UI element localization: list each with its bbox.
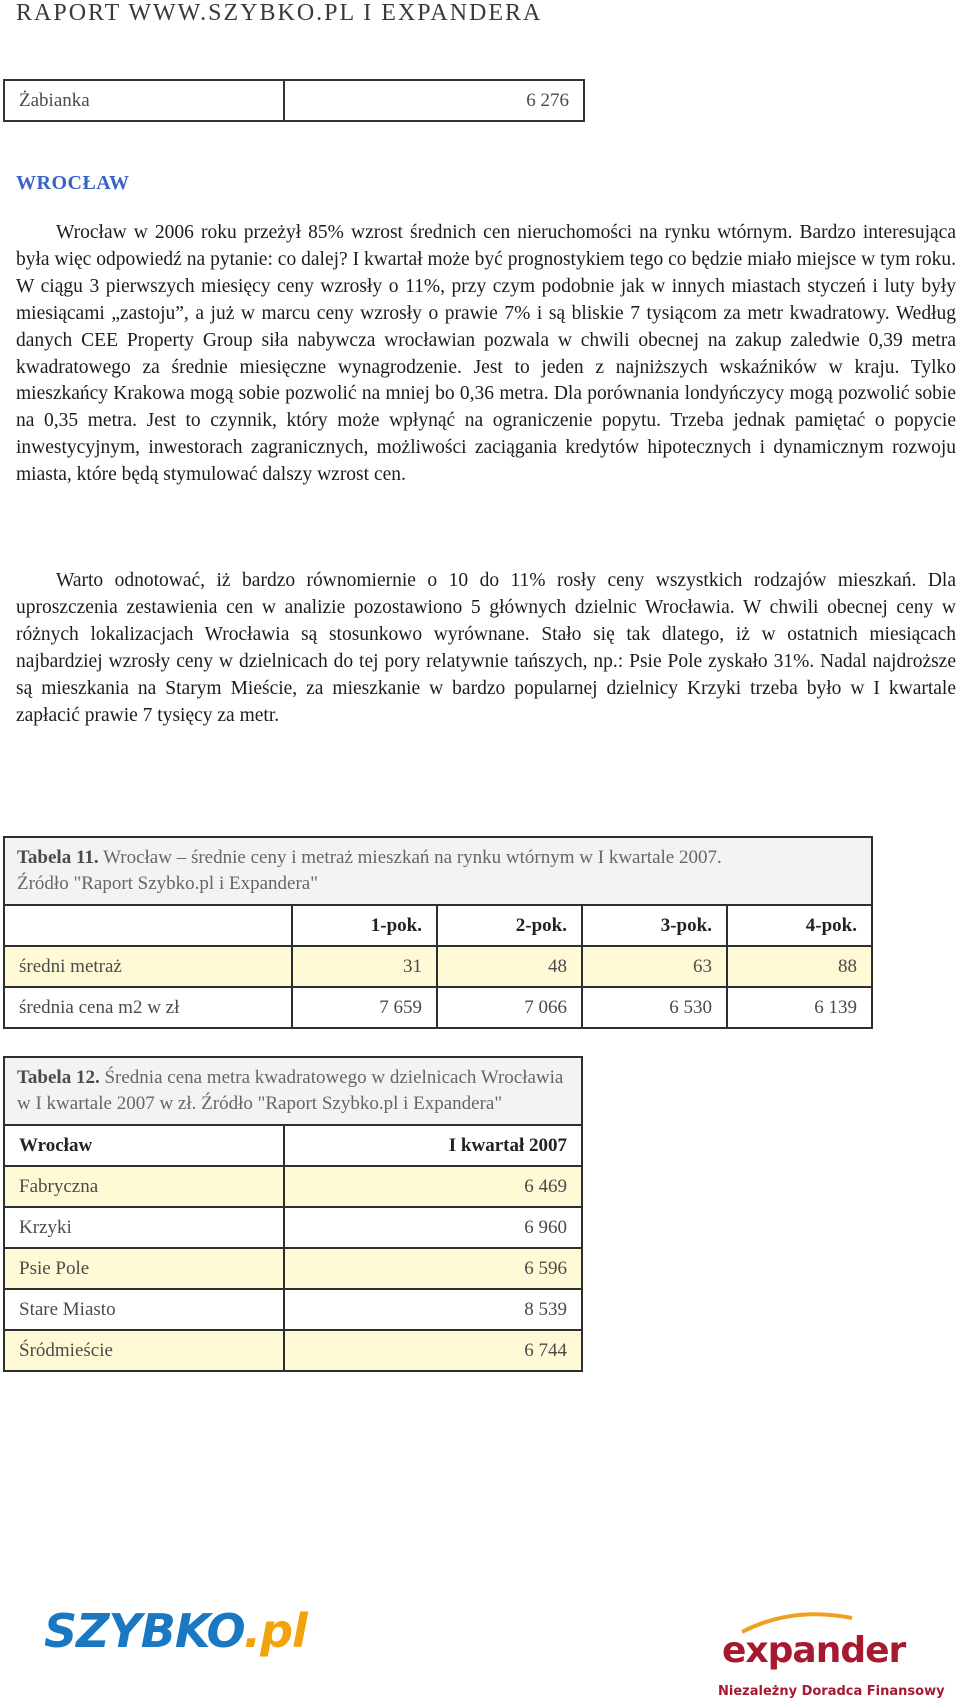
row-label: Fabryczna <box>4 1166 284 1207</box>
district-name: Żabianka <box>4 80 284 121</box>
table-caption-label: Tabela 11. <box>17 847 99 868</box>
row-label: średnia cena m2 w zł <box>4 987 292 1028</box>
table-cell: 31 <box>292 946 437 987</box>
table-caption-text: Średnia cena metra kwadratowego w dzielnicach Wrocławia w I kwartale 2007 w zł. Źródło "Raport Szybko.pl i Expandera" <box>17 1067 564 1114</box>
table-cell: 63 <box>582 946 727 987</box>
szybko-logo: SZYBKO.pl <box>44 1604 307 1658</box>
table-header-row <box>4 1125 582 1166</box>
table-caption-source: Źródło "Raport Szybko.pl i Expandera" <box>17 873 318 894</box>
column-header: 2-pok. <box>437 905 582 946</box>
row-label: Psie Pole <box>4 1248 284 1289</box>
row-label: Stare Miasto <box>4 1289 284 1330</box>
expander-tagline: Niezależny Doradca Finansowy <box>718 1684 945 1699</box>
table-12 <box>3 1056 583 1372</box>
table-cell: 7 659 <box>292 987 437 1028</box>
row-label: średni metraż <box>4 946 292 987</box>
table-row <box>4 1248 582 1289</box>
table-row <box>4 1207 582 1248</box>
table-caption <box>4 837 872 905</box>
column-header: Wrocław <box>4 1125 284 1166</box>
row-label: Krzyki <box>4 1207 284 1248</box>
table-row <box>4 1289 582 1330</box>
table-row <box>4 1330 582 1371</box>
table-11 <box>3 836 873 1029</box>
table-caption-label: Tabela 12. <box>17 1067 100 1088</box>
table-caption <box>4 1057 582 1125</box>
column-header: 3-pok. <box>582 905 727 946</box>
table-row <box>4 987 872 1028</box>
table-cell: 6 596 <box>284 1248 582 1289</box>
table-row <box>4 80 584 121</box>
district-price: 6 276 <box>284 80 584 121</box>
table-cell: 7 066 <box>437 987 582 1028</box>
table-caption-text: Wrocław – średnie ceny i metraż mieszkań na rynku wtórnym w I kwartale 2007. <box>103 847 722 868</box>
top-table <box>3 79 585 122</box>
column-header: 1-pok. <box>292 905 437 946</box>
section-title: WROCŁAW <box>16 172 130 194</box>
page-header-title: RAPORT WWW.SZYBKO.PL I EXPANDERA <box>16 0 543 26</box>
table-cell: 6 960 <box>284 1207 582 1248</box>
column-header: 4-pok. <box>727 905 872 946</box>
table-header-row <box>4 905 872 946</box>
table-cell: 8 539 <box>284 1289 582 1330</box>
table-cell: 6 530 <box>582 987 727 1028</box>
table-cell: 6 139 <box>727 987 872 1028</box>
row-label: Śródmieście <box>4 1330 284 1371</box>
expander-swoosh-icon <box>722 1612 862 1634</box>
table-cell: 88 <box>727 946 872 987</box>
table-row <box>4 1166 582 1207</box>
paragraph-1: Wrocław w 2006 roku przeżył 85% wzrost średnich cen nieruchomości na rynku wtórnym. Bardzo interesująca była więc odpowiedź na pytanie: co dalej? I kwartał może być prognostykiem tego co będzie miało miejsce w tym roku. W ciągu 3 pierwszych miesięcy ceny wzrosły o 11%, przy czym podobnie jak w innych miastach styczeń i luty były miesiącami „zastoju”, a już w marcu ceny wzrosły o prawie 7% i są bliskie 7 tysiącom za metr kwadratowy. Według danych CEE Property Group siła nabywcza wrocławian pozwala w chwili obecnej na zakup zaledwie 0,39 metra kwadratowego za średnie miesięczne wynagrodzenie. Jest to jeden z najniższych wskaźników w kraju. Tylko mieszkańcy Krakowa mogą sobie pozwolić na mniej bo 0,36 metra. Dla porównania londyńczycy mogą pozwolić sobie na 0,35 metra. Jest to czynnik, który może wpłynąć na ograniczenie popytu. Trzeba jednak pamiętać o popycie inwestycyjnym, inwestorach zagranicznych, możliwości zaciągania kredytów hipotecznych i dynamicznym rozwoju miasta, które będą stymulować dalszy wzrost cen. <box>16 222 956 486</box>
table-cell: 6 469 <box>284 1166 582 1207</box>
table-cell: 6 744 <box>284 1330 582 1371</box>
paragraph-2: Warto odnotować, iż bardzo równomiernie o 10 do 11% rosły ceny wszystkich rodzajów mieszkań. Dla uproszczenia zestawienia cen w analizie pozostawiono 5 głównych dzielnic Wrocławia. W chwili obecnej ceny w różnych lokalizacjach Wrocławia są stosunkowo wyrównane. Stało się tak dlatego, iż w ostatnich miesiącach najbardziej wzrosły ceny w dzielnicach do tej pory relatywnie tańszych, np.: Psie Pole zyskało 31%. Nadal najdroższe są mieszkania na Starym Mieście, za mieszkanie w bardzo popularnej dzielnicy Krzyki trzeba było w I kwartale zapłacić prawie 7 tysięcy za metr. <box>16 570 956 726</box>
table-row <box>4 946 872 987</box>
column-header <box>4 905 292 946</box>
column-header: I kwartał 2007 <box>284 1125 582 1166</box>
table-cell: 48 <box>437 946 582 987</box>
expander-logo: expander <box>722 1630 905 1671</box>
